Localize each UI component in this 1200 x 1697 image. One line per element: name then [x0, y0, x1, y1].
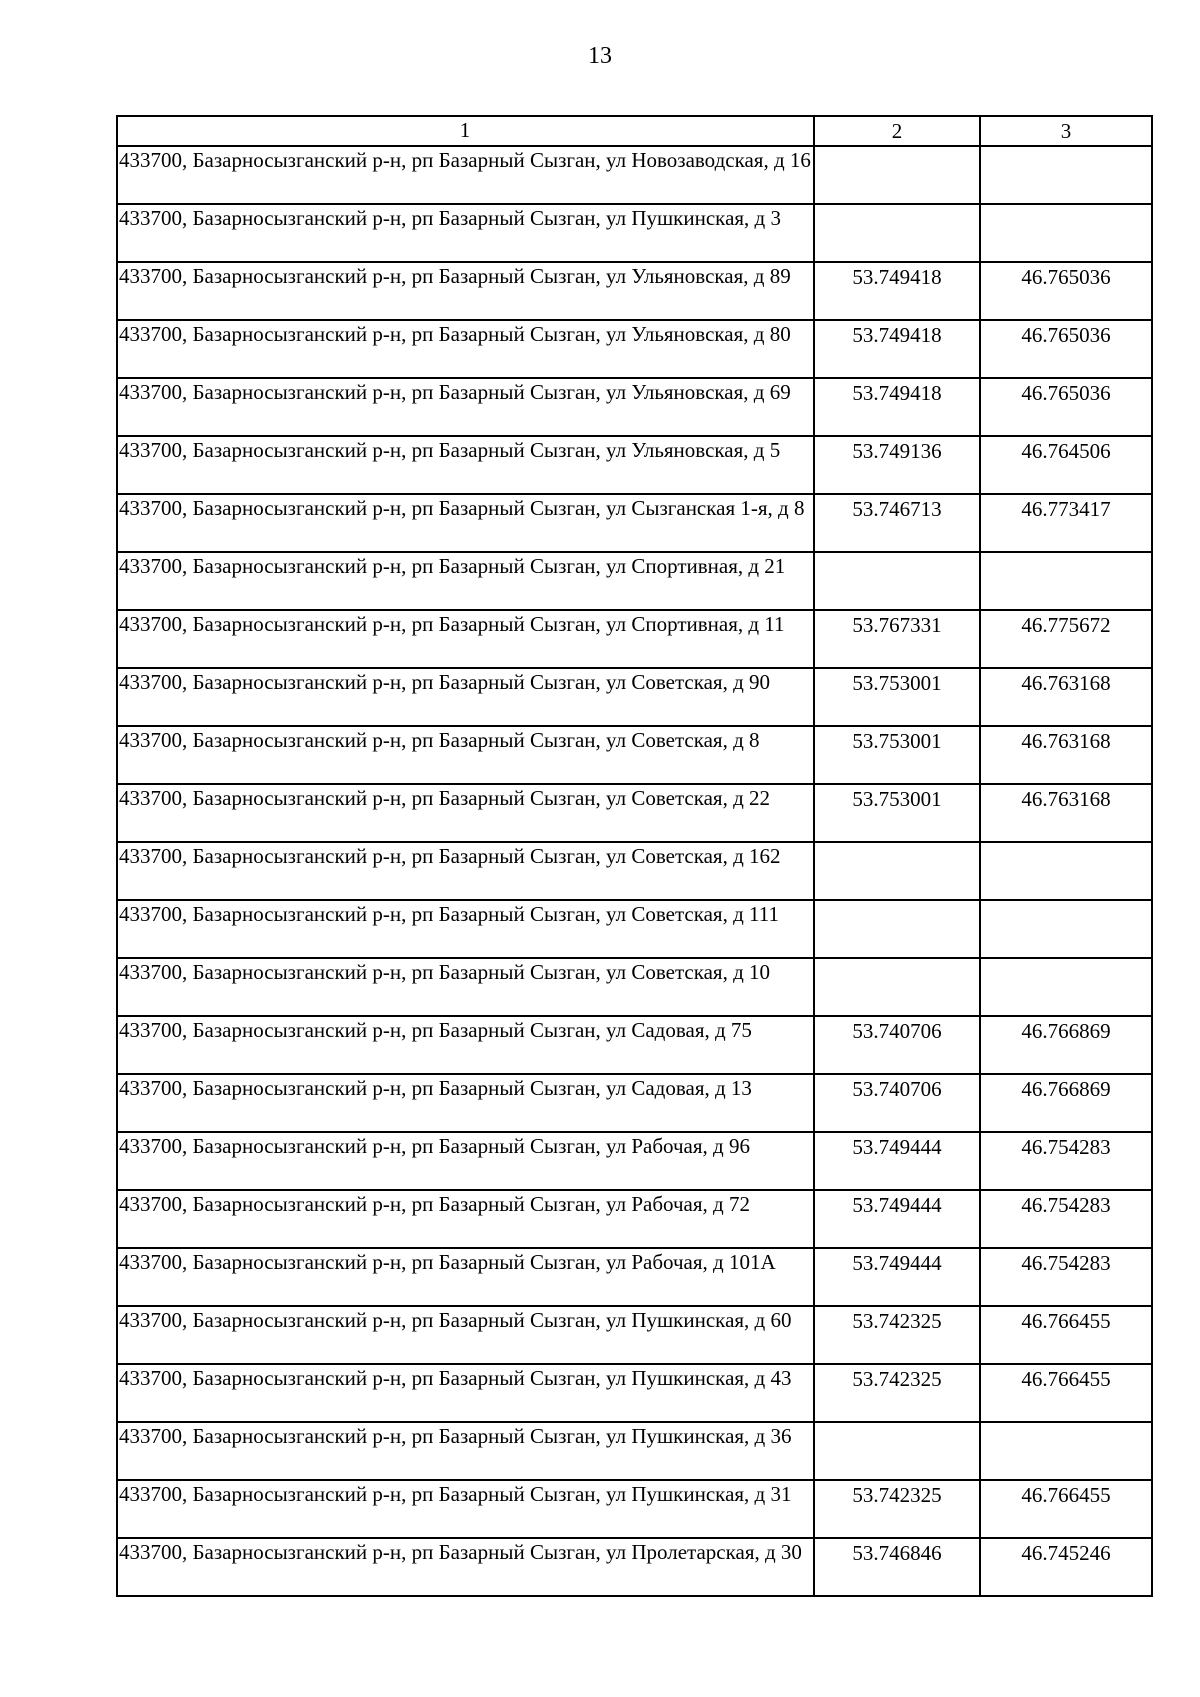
longitude-cell: 46.754283 — [980, 1132, 1152, 1190]
latitude-cell: 53.749418 — [814, 262, 980, 320]
longitude-cell: 46.766869 — [980, 1074, 1152, 1132]
address-cell: 433700, Базарносызганский р-н, рп Базарный Сызган, ул Ульяновская, д 69 — [117, 378, 814, 436]
address-cell: 433700, Базарносызганский р-н, рп Базарный Сызган, ул Советская, д 162 — [117, 842, 814, 900]
address-cell: 433700, Базарносызганский р-н, рп Базарный Сызган, ул Садовая, д 75 — [117, 1016, 814, 1074]
address-cell: 433700, Базарносызганский р-н, рп Базарный Сызган, ул Новозаводская, д 16 — [117, 146, 814, 204]
latitude-cell: 53.749418 — [814, 378, 980, 436]
longitude-cell: 46.754283 — [980, 1248, 1152, 1306]
longitude-cell: 46.775672 — [980, 610, 1152, 668]
longitude-cell: 46.766869 — [980, 1016, 1152, 1074]
address-cell: 433700, Базарносызганский р-н, рп Базарный Сызган, ул Пролетарская, д 30 — [117, 1538, 814, 1596]
table-row — [117, 204, 1152, 262]
table-body — [117, 116, 1152, 1596]
address-cell: 433700, Базарносызганский р-н, рп Базарный Сызган, ул Советская, д 90 — [117, 668, 814, 726]
longitude-cell — [980, 842, 1152, 900]
table-row — [117, 1364, 1152, 1422]
address-cell: 433700, Базарносызганский р-н, рп Базарный Сызган, ул Пушкинская, д 60 — [117, 1306, 814, 1364]
table-row — [117, 958, 1152, 1016]
address-cell: 433700, Базарносызганский р-н, рп Базарный Сызган, ул Советская, д 111 — [117, 900, 814, 958]
longitude-cell: 46.763168 — [980, 726, 1152, 784]
latitude-cell — [814, 204, 980, 262]
table-row — [117, 668, 1152, 726]
table-row — [117, 552, 1152, 610]
table-row — [117, 1190, 1152, 1248]
table-row — [117, 320, 1152, 378]
page-number: 13 — [588, 43, 612, 69]
latitude-cell: 53.749444 — [814, 1132, 980, 1190]
address-cell: 433700, Базарносызганский р-н, рп Базарный Сызган, ул Советская, д 10 — [117, 958, 814, 1016]
latitude-cell — [814, 958, 980, 1016]
address-cell: 433700, Базарносызганский р-н, рп Базарный Сызган, ул Пушкинская, д 36 — [117, 1422, 814, 1480]
latitude-cell — [814, 552, 980, 610]
table-row — [117, 378, 1152, 436]
latitude-cell: 53.746713 — [814, 494, 980, 552]
latitude-cell: 53.740706 — [814, 1016, 980, 1074]
address-cell: 433700, Базарносызганский р-н, рп Базарный Сызган, ул Рабочая, д 96 — [117, 1132, 814, 1190]
address-cell: 433700, Базарносызганский р-н, рп Базарный Сызган, ул Ульяновская, д 5 — [117, 436, 814, 494]
longitude-cell: 46.773417 — [980, 494, 1152, 552]
header-cell-latitude: 2 — [814, 116, 980, 146]
longitude-cell: 46.763168 — [980, 784, 1152, 842]
latitude-cell: 53.753001 — [814, 784, 980, 842]
latitude-cell: 53.749136 — [814, 436, 980, 494]
longitude-cell: 46.764506 — [980, 436, 1152, 494]
address-cell: 433700, Базарносызганский р-н, рп Базарный Сызган, ул Спортивная, д 21 — [117, 552, 814, 610]
table-row — [117, 726, 1152, 784]
longitude-cell — [980, 958, 1152, 1016]
latitude-cell: 53.753001 — [814, 668, 980, 726]
table-row — [117, 1538, 1152, 1596]
longitude-cell: 46.763168 — [980, 668, 1152, 726]
table-row — [117, 1480, 1152, 1538]
longitude-cell: 46.766455 — [980, 1364, 1152, 1422]
latitude-cell: 53.740706 — [814, 1074, 980, 1132]
latitude-cell: 53.749444 — [814, 1190, 980, 1248]
table-row — [117, 784, 1152, 842]
address-table — [116, 115, 1153, 1597]
table-row — [117, 436, 1152, 494]
longitude-cell: 46.754283 — [980, 1190, 1152, 1248]
latitude-cell: 53.749418 — [814, 320, 980, 378]
longitude-cell: 46.745246 — [980, 1538, 1152, 1596]
address-cell: 433700, Базарносызганский р-н, рп Базарный Сызган, ул Садовая, д 13 — [117, 1074, 814, 1132]
longitude-cell: 46.766455 — [980, 1306, 1152, 1364]
table-row — [117, 1248, 1152, 1306]
latitude-cell: 53.753001 — [814, 726, 980, 784]
latitude-cell: 53.749444 — [814, 1248, 980, 1306]
latitude-cell: 53.742325 — [814, 1480, 980, 1538]
address-cell: 433700, Базарносызганский р-н, рп Базарный Сызган, ул Рабочая, д 101А — [117, 1248, 814, 1306]
longitude-cell — [980, 146, 1152, 204]
longitude-cell — [980, 900, 1152, 958]
latitude-cell — [814, 900, 980, 958]
address-cell: 433700, Базарносызганский р-н, рп Базарный Сызган, ул Пушкинская, д 3 — [117, 204, 814, 262]
address-cell: 433700, Базарносызганский р-н, рп Базарный Сызган, ул Советская, д 22 — [117, 784, 814, 842]
address-cell: 433700, Базарносызганский р-н, рп Базарный Сызган, ул Советская, д 8 — [117, 726, 814, 784]
longitude-cell — [980, 204, 1152, 262]
address-cell: 433700, Базарносызганский р-н, рп Базарный Сызган, ул Сызганская 1-я, д 8 — [117, 494, 814, 552]
latitude-cell: 53.767331 — [814, 610, 980, 668]
table-header-row — [117, 116, 1152, 146]
longitude-cell: 46.766455 — [980, 1480, 1152, 1538]
table-row — [117, 1306, 1152, 1364]
header-cell-address: 1 — [117, 116, 814, 146]
latitude-cell — [814, 146, 980, 204]
table-row — [117, 262, 1152, 320]
header-cell-longitude: 3 — [980, 116, 1152, 146]
address-cell: 433700, Базарносызганский р-н, рп Базарный Сызган, ул Ульяновская, д 80 — [117, 320, 814, 378]
table-row — [117, 900, 1152, 958]
address-cell: 433700, Базарносызганский р-н, рп Базарный Сызган, ул Пушкинская, д 31 — [117, 1480, 814, 1538]
longitude-cell: 46.765036 — [980, 378, 1152, 436]
latitude-cell: 53.746846 — [814, 1538, 980, 1596]
longitude-cell: 46.765036 — [980, 320, 1152, 378]
table-row — [117, 1422, 1152, 1480]
address-cell: 433700, Базарносызганский р-н, рп Базарный Сызган, ул Ульяновская, д 89 — [117, 262, 814, 320]
table-row — [117, 146, 1152, 204]
table-row — [117, 1074, 1152, 1132]
table-row — [117, 610, 1152, 668]
longitude-cell — [980, 1422, 1152, 1480]
longitude-cell — [980, 552, 1152, 610]
latitude-cell — [814, 1422, 980, 1480]
address-cell: 433700, Базарносызганский р-н, рп Базарный Сызган, ул Спортивная, д 11 — [117, 610, 814, 668]
address-cell: 433700, Базарносызганский р-н, рп Базарный Сызган, ул Рабочая, д 72 — [117, 1190, 814, 1248]
address-cell: 433700, Базарносызганский р-н, рп Базарный Сызган, ул Пушкинская, д 43 — [117, 1364, 814, 1422]
longitude-cell: 46.765036 — [980, 262, 1152, 320]
table-row — [117, 494, 1152, 552]
latitude-cell: 53.742325 — [814, 1306, 980, 1364]
table-row — [117, 1132, 1152, 1190]
table-row — [117, 842, 1152, 900]
latitude-cell — [814, 842, 980, 900]
table-row — [117, 1016, 1152, 1074]
latitude-cell: 53.742325 — [814, 1364, 980, 1422]
